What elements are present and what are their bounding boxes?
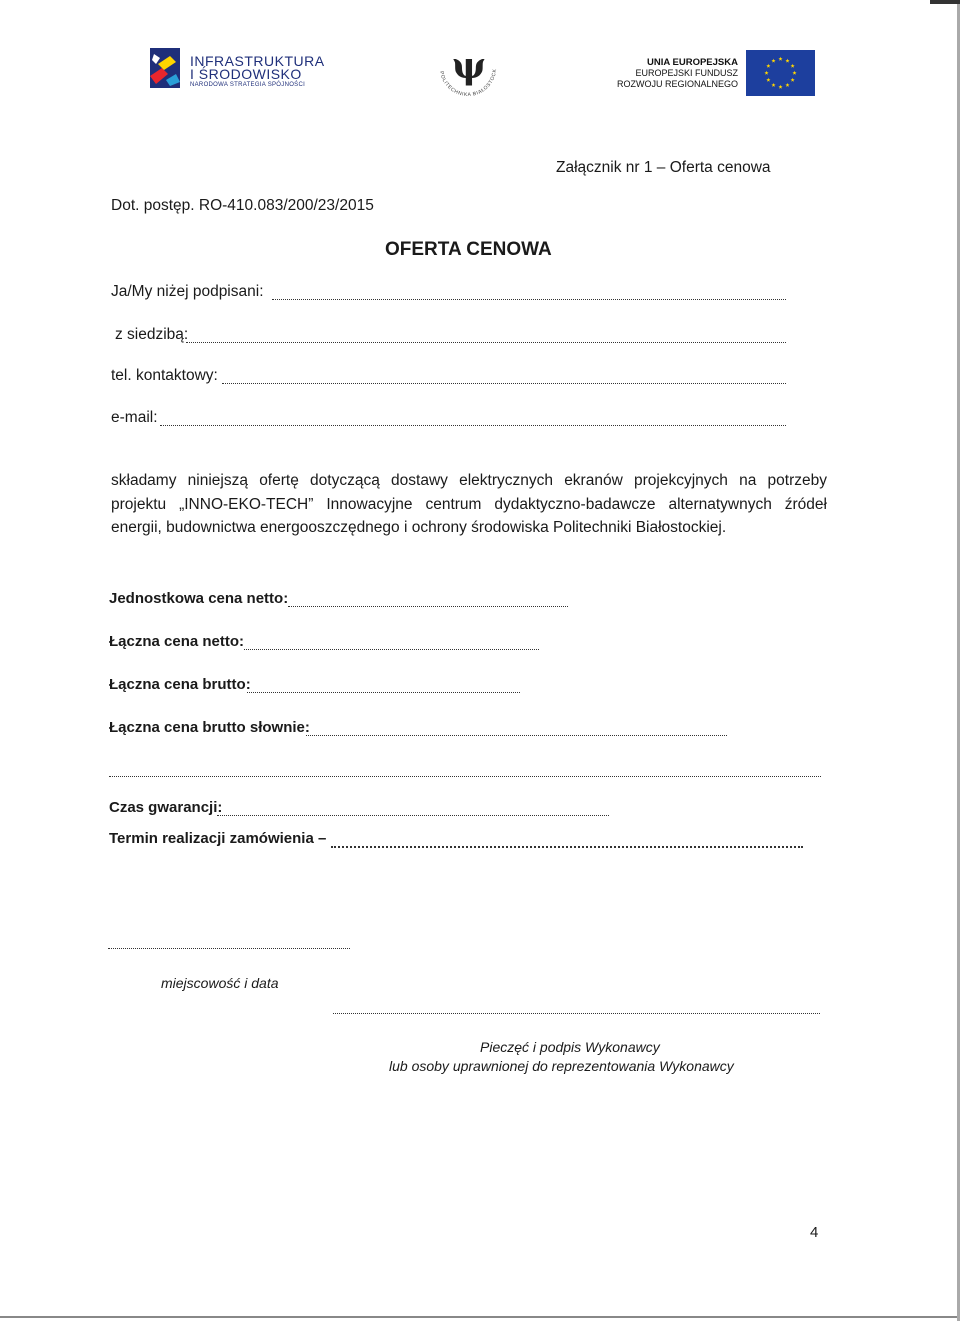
eu-line1: UNIA EUROPEJSKA	[647, 57, 738, 68]
paragraph-line-3: energii, budownictwa energooszczędnego i ochrony środowiska Politechniki Białostockiej.	[111, 519, 727, 536]
total-gross-price-label: Łączna cena brutto:	[109, 676, 251, 693]
field-line-email[interactable]	[160, 425, 786, 426]
field-line-signatories[interactable]	[272, 299, 786, 300]
field-line-phone[interactable]	[222, 383, 786, 384]
page-number: 4	[810, 1224, 819, 1241]
total-net-price-label: Łączna cena netto:	[109, 633, 245, 650]
infrastruktura-emblem-icon	[148, 46, 182, 90]
paragraph-line-2: projektu „INNO-EKO-TECH” Innowacyjne centrum dydaktyczno-badawcze alternatywnych źródeł	[111, 495, 827, 513]
stamp-caption-line2: lub osoby uprawnionej do reprezentowania Wykonawcy	[389, 1058, 734, 1074]
total-net-price-line[interactable]	[244, 649, 539, 650]
eu-line2: EUROPEJSKI FUNDUSZ	[635, 68, 738, 78]
stamp-caption-line1: Pieczęć i podpis Wykonawcy	[480, 1039, 660, 1055]
field-label-email: e-mail:	[111, 409, 158, 426]
unit-net-price-line[interactable]	[288, 606, 568, 607]
page-title: OFERTA CENOWA	[385, 239, 552, 260]
annex-label: Załącznik nr 1 – Oferta cenowa	[556, 159, 771, 176]
scan-edge-bottom	[0, 1316, 960, 1318]
eu-logo-text	[580, 57, 738, 90]
field-line-seat[interactable]	[186, 342, 786, 343]
reference-number: Dot. postęp. RO-410.083/200/23/2015	[111, 197, 374, 214]
deadline-line[interactable]	[331, 846, 803, 848]
scan-edge-top-right	[930, 0, 960, 4]
eu-flag-icon	[746, 50, 815, 96]
infrastruktura-line1: INFRASTRUKTURA	[190, 53, 325, 69]
total-gross-price-line[interactable]	[247, 692, 520, 693]
paragraph-line-1: składamy niniejszą ofertę dotyczącą dostawy elektrycznych ekranów projekcyjnych na potrzeby	[111, 472, 827, 489]
field-label-seat: z siedzibą:	[115, 326, 189, 343]
field-label-signatories: Ja/My niżej podpisani:	[111, 283, 264, 300]
stamp-signature-line[interactable]	[333, 1013, 820, 1014]
field-label-phone: tel. kontaktowy:	[111, 367, 218, 384]
place-date-caption: miejscowość i data	[161, 975, 279, 991]
infrastruktura-line2: I ŚRODOWISKO	[190, 66, 302, 82]
politechnika-logo	[433, 44, 503, 100]
infrastruktura-line3: NARODOWA STRATEGIA SPÓJNOŚCI	[190, 82, 306, 88]
eu-line3: ROZWOJU REGIONALNEGO	[616, 79, 738, 89]
total-gross-words-line-2[interactable]	[109, 776, 821, 777]
politechnika-monogram: ψ	[452, 45, 486, 87]
politechnika-ring-text: POLITECHNIKA BIAŁOSTOCK	[438, 68, 499, 99]
warranty-line[interactable]	[217, 815, 609, 816]
warranty-label: Czas gwarancji:	[109, 799, 223, 816]
total-gross-words-line[interactable]	[306, 735, 727, 736]
offer-paragraph	[111, 469, 827, 540]
deadline-label: Termin realizacji zamówienia –	[109, 830, 327, 847]
unit-net-price-label: Jednostkowa cena netto:	[109, 590, 289, 607]
total-gross-words-label: Łączna cena brutto słownie:	[109, 719, 310, 736]
place-date-line[interactable]	[108, 948, 350, 949]
infrastruktura-logo	[148, 46, 325, 92]
